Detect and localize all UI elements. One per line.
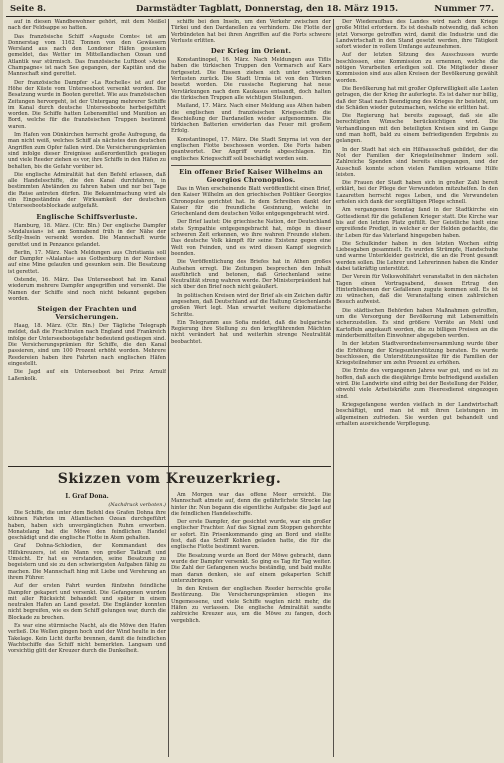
section-heading: Ein offener Brief Kaiser Wilhelms an Georgios Chronopulos.	[171, 165, 331, 184]
paragraph: Das französische Schiff »Auguste Comte« ist am Donnerstag vom 1162 Tonnen von den Gewässern Wersland aus nach den Londoner Häfen gesunken gemeldet, das Wetter im Mittellandischen Ozean und Atlantik war stürmisch. Das französische Luftboot »Aviso Champagne« ist nach See gegangen, der Kapitän und die Mannschaft sind gerettet.	[8, 33, 166, 78]
paragraph: Mailand, 17. März. Nach einer Meldung aus Athen haben die englischen und französischen Kriegsschiffe die Beschießung der Dardanellen wieder aufgenommen. Die türkischen Batterien erwiderten das Feuer mit großem Erfolg.	[171, 103, 331, 135]
paragraph: Der Verein für Volkswohlfahrt veranstaltet in den nächsten Tagen einen Vortragsabend, dessen Ertrag den Hinterbliebenen der Gefallenen zugute kommen soll. Es ist zu wünschen, daß die Veranstaltung einen zahlreichen Besuch aufweist.	[336, 274, 498, 306]
paragraph: Die Schiffe, die unter dem Befehl des Grafen Dohna ihre kühnen Fahrten im Atlantischen Ozean durchgeführt haben, haben sich unvergänglichen Ruhm erworben. Monatelang hat die Möwe den feindlichen Handel geschädigt und die englische Flotte in Atem gehalten.	[8, 510, 166, 542]
column-rule	[168, 19, 169, 757]
paragraph: In den Kreisen der englischen Reeder herrschte große Bestürzung. Die Versicherungsprämien stiegen ins Ungemessene, und viele Schiffe wagten nicht mehr, die Häfen zu verlassen. Die englische Admiralität sandte zahlreiche Kreuzer aus, um die Möwe zu fangen, doch vergeblich.	[171, 586, 331, 624]
paragraph: In der Stadt hat sich ein Hilfsausschuß gebildet, der die Not der Familien der Kriegsteilnehmer lindern soll. Zahlreiche Spenden sind bereits eingegangen, und der Ausschuß konnte schon vielen Familien wirksame Hilfe leisten.	[336, 146, 498, 178]
paragraph: Die Frauen der Stadt haben sich in großer Zahl bereit erklärt, bei der Pflege der Verwundeten mitzuhelfen. In den Lazaretten herrscht reges Leben, und die Verwundeten erholen sich dank der sorgfältigen Pflege schnell.	[336, 180, 498, 206]
paragraph: Die Regierung hat bereits zugesagt, daß sie alle berechtigten Wünsche berücksichtigen wird. Die Verhandlungen mit den beteiligten Kreisen sind im Gange und man hofft, bald zu einem befriedigenden Ergebnis zu gelangen.	[336, 113, 498, 145]
paragraph: Kriegsgefangene werden vielfach in der Landwirtschaft beschäftigt, und man ist mit ihren Leistungen im allgemeinen zufrieden. Sie werden gut behandelt und erhalten ausreichende Verpflegung.	[336, 401, 498, 427]
paragraph: Die Bevölkerung hat mit großer Opferwilligkeit alle Lasten getragen, die der Krieg ihr auferlegte. Es ist daher nur billig, daß der Staat nach Beendigung des Krieges ihr beisteht, um die Schäden wieder gutzumachen, welche sie erlitten hat.	[336, 85, 498, 111]
page-edge	[0, 0, 3, 763]
column-3	[336, 19, 498, 759]
paragraph: Im Hafen von Dünkirchen herrscht große Aufregung, da man nicht weiß, welches Schiff als nächstes den deutschen Angriffen zum Opfer fallen wird. Die Versicherungsprämien sind infolge dieser Ereignisse außerordentlich gestiegen und viele Reeder ziehen es vor, ihre Schiffe in den Häfen zu behalten, bis die Gefahr vorüber ist.	[8, 132, 166, 170]
issue-number: Nummer 77.	[434, 4, 494, 14]
paragraph: Die Veröffentlichung des Briefes hat in Athen großes Aufsehen erregt. Die Zeitungen besprechen den Inhalt ausführlich und betonen, daß Griechenland seine Neutralität streng wahren werde. Der Ministerpräsident hat sich über den Brief noch nicht geäußert.	[171, 259, 331, 291]
paragraph: Die Besatzung wurde an Bord der Möwe gebracht, dann wurde der Dampfer versenkt. So ging es Tag für Tag weiter. Die Zahl der Gefangenen wuchs beständig, und bald mußte man daran denken, sie auf einem gekaperten Schiff unterzubringen.	[171, 552, 331, 584]
paragraph: Ein Telegramm aus Sofia meldet, daß die bulgarische Regierung ihre Stellung zu den kriegführenden Mächten nicht verändert hat und weiterhin strenge Neutralität beobachtet.	[171, 319, 331, 345]
paragraph: Die Jagd auf ein Unterseeboot bei Prinz Arnulf Laßenkolk.	[8, 369, 166, 382]
section-heading: Steigen der Frachten und Versicherungen.	[37, 305, 137, 322]
section-heading: Englische Schiffsverluste.	[36, 212, 138, 221]
column-2	[171, 19, 331, 409]
page-header	[6, 2, 498, 17]
paragraph: Das in Wien erscheinende Blatt veröffentlicht einen Brief, den Kaiser Wilhelm an den griechischen Politiker Georgios Chronopulos gerichtet hat. In dem Schreiben dankt der Kaiser für die freundliche Gesinnung, welche in Griechenland dem deutschen Volke entgegengebracht wird.	[171, 185, 331, 218]
paragraph: Die englische Admiralität hat den Befehl erlassen, daß alle Handelsschiffe, die den Kanal durchfahren, in bestimmten Abständen zu fahren haben und nur bei Tage die Reise antreten dürfen. Die Bekanntmachung wird als ein Eingeständnis der Wirksamkeit der deutschen Unterseebootsblockade aufgefaßt.	[8, 171, 166, 210]
paragraph: Ostende, 16. März. Das Unterseeboot hat im Kanal wiederum mehrere Dampfer angegriffen und versenkt. Die Namen der Schiffe sind noch nicht bekannt gegeben worden.	[8, 276, 166, 302]
reprint-notice: (Nachdruck verboten.)	[108, 502, 166, 508]
paragraph: Der französische Dampfer »La Rochelle« ist auf der Höhe der Küste vom Unterseeboot versenkt worden. Die Besatzung wurde in Booten gerettet. Wie aus französischen Zeitungen hervorgeht, ist der Untergang mehrerer Schiffe im Kanal durch deutsche Unterseeboote herbeigeführt worden. Die Schiffe hatten Lebensmittel und Munition an Bord, welche für die französischen Truppen bestimmt waren.	[8, 79, 166, 130]
paragraph: Die Ernte des vergangenen Jahres war gut, und es ist zu hoffen, daß auch die diesjährige Ernte befriedigend ausfallen wird. Die Landwirte sind eifrig bei der Bestellung der Felder, obwohl viele Arbeitskräfte zum Heeresdienst eingezogen sind.	[336, 368, 498, 400]
paragraph: Der Brief lautet: Die griechische Nation, der Deutschland stets Sympathie entgegengebracht hat, möge in dieser schweren Zeit erkennen, wo ihre wahren Freunde stehen. Das deutsche Volk kämpft für seine Existenz gegen eine Welt von Feinden, und es wird diesen Kampf siegreich beenden.	[171, 219, 331, 257]
paragraph: Konstantinopel, 16. März. Nach Meldungen aus Tiflis haben die türkischen Truppen den Vormarsch auf Kars fortgesetzt. Die Russen ziehen sich unter schweren Verlusten zurück. Die Stadt Urmia ist von den Türken besetzt worden. Die russische Regierung hat neue Verstärkungen nach dem Kaukasus entsandt, doch halten die türkischen Truppen alle wichtigen Stellungen.	[171, 57, 331, 101]
paragraph: Graf Dohna-Schlodien, der Kommandant des Hilfskreuzers, ist ein Mann von großer Tatkraft und Umsicht. Er hat es verstanden, seine Besatzung zu begeistern und sie zu den schwierigsten Aufgaben fähig zu machen. Die Mannschaft hing mit Liebe und Verehrung an ihrem Führer.	[8, 543, 166, 581]
paragraph: Die städtischen Behörden haben Maßnahmen getroffen, um die Versorgung der Bevölkerung mit Lebensmitteln sicherzustellen. Es sind größere Vorräte an Mehl und Kartoffeln angekauft worden, die zu billigen Preisen an die minderbemittelten Einwohner abgegeben werden.	[336, 307, 498, 339]
paragraph: Hamburg, 18. März. (Ctr. Bln.) Der englische Dampfer »Andalusian« ist am Sonnabend früh in der Nähe der Scilly-Inseln versenkt worden. Die Mannschaft wurde gerettet und in Penzance gelandet.	[8, 222, 166, 248]
column-rule	[333, 19, 334, 757]
paragraph: Der Wiederaufbau des Landes wird nach dem Kriege große Mittel erfordern. Es ist deshalb notwendig, daß schon jetzt Vorsorge getroffen wird, damit die Industrie und die Landwirtschaft in den Stand gesetzt werden, ihre Tätigkeit sofort wieder in vollem Umfange aufzunehmen.	[336, 19, 498, 51]
paragraph: Es war eine stürmische Nacht, als die Möwe den Hafen verließ. Die Wellen gingen hoch und der Wind heulte in der Takelage. Kein Licht durfte brennen, damit die feindlichen Wachtschiffe das Schiff nicht bemerkten. Langsam und vorsichtig glitt der Kreuzer durch die Dunkelheit.	[8, 623, 166, 655]
paragraph: Haag, 18. März. (Ctr. Bln.) Der Tägliche Telegraph meldet, daß die Frachtraten nach England und Frankreich infolge der Unterseebootsgefahr bedeutend gestiegen sind. Die Versicherungsprämien für Schiffe, die den Kanal passieren, sind um 100 Prozent erhöht worden. Mehrere Reedereien haben ihre Fahrten nach englischen Häfen eingestellt.	[8, 323, 166, 367]
page-number: Seite 8.	[10, 4, 46, 14]
paragraph: In der letzten Stadtverordnetenversammlung wurde über die Erhöhung der Kriegsunterstützung beraten. Es wurde beschlossen, die Unterstützungssätze für die Familien der Kriegsteilnehmer um zehn Prozent zu erhöhen.	[336, 341, 498, 367]
column-1	[8, 19, 166, 464]
paragraph: Konstantinopel, 17. März. Die Stadt Smyrna ist von der englischen Flotte beschossen worden. Die Forts haben geantwortet. Der Angriff wurde abgeschlagen. Ein englisches Kriegsschiff soll beschädigt worden sein.	[171, 136, 331, 162]
feuilleton-title: Skizzen vom Kreuzerkrieg.	[8, 466, 331, 493]
paragraph: Am vergangenen Sonntag fand in der Stadtkirche ein Gottesdienst für die gefallenen Krieger statt. Die Kirche war bis auf den letzten Platz gefüllt. Der Geistliche hielt eine ergreifende Predigt, in welcher er der Helden gedachte, die ihr Leben für das Vaterland hingegeben haben.	[336, 207, 498, 239]
masthead-line: Darmstädter Tagblatt, Donnerstag, den 18. März 1915.	[136, 4, 399, 14]
paragraph: schiffe bei den Inseln, um den Verkehr zwischen der Türkei und den Dardanellen zu verhindern. Die Flotte der Verbündeten hat bei ihren Angriffen auf die Forts schwere Verluste erlitten.	[171, 19, 331, 44]
feuilleton-subtitle: I. Graf Dona.	[65, 493, 109, 500]
paragraph: Berlin, 17. März. Nach Meldungen aus Christiania soll der Dampfer »Atalanta« aus Gothenburg in der Nordsee auf eine Mine gelaufen und gesunken sein. Die Besatzung ist gerettet.	[8, 249, 166, 275]
paragraph: Der erste Dampfer, der gesichtet wurde, war ein großer englischer Frachter. Auf das Signal zum Stoppen gehorchte er sofort. Ein Prisenkommando ging an Bord und stellte fest, daß das Schiff Kohlen geladen hatte, die für die englische Flotte bestimmt waren.	[171, 519, 331, 551]
paragraph: Auf der letzten Sitzung des Ausschusses wurde beschlossen, eine Kommission zu ernennen, welche die nötigen Vorarbeiten erledigen soll. Die Mitglieder dieser Kommission sind aus allen Kreisen der Bevölkerung gewählt worden.	[336, 52, 498, 84]
paragraph: In politischen Kreisen wird der Brief als ein Zeichen dafür angesehen, daß Deutschland auf die Haltung Griechenlands großen Wert legt. Man erwartet weitere diplomatische Schritte.	[171, 292, 331, 318]
paragraph: Auf der ersten Fahrt wurden fünfzehn feindliche Dampfer gekapert und versenkt. Die Gefangenen wurden mit aller Rücksicht behandelt und später in einem neutralen Hafen an Land gesetzt. Die Engländer konnten nicht begreifen, wie es dem Schiff gelungen war, durch die Blockade zu brechen.	[8, 583, 166, 621]
feuilleton-column-1	[8, 492, 166, 757]
paragraph: auf in diesen Wandbewohner gehört, mit dem Meißel nach der Feldsappe so hatten.	[8, 19, 166, 32]
section-heading: Der Krieg im Orient.	[210, 47, 292, 56]
paragraph: Am Morgen war das offene Meer erreicht. Die Mannschaft atmete auf, denn die gefährlichste Strecke lag hinter ihr. Nun begann die eigentliche Aufgabe: die Jagd auf die feindlichen Handelsschiffe.	[171, 492, 331, 517]
paragraph: Die Schulkinder haben in den letzten Wochen eifrig Liebesgaben gesammelt. Es wurden Strümpfe, Handschuhe und warme Unterkleider gestrickt, die an die Front gesandt werden sollen. Die Lehrer und Lehrerinnen haben die Kinder dabei tatkräftig unterstützt.	[336, 240, 498, 272]
feuilleton-column-2	[171, 492, 331, 757]
